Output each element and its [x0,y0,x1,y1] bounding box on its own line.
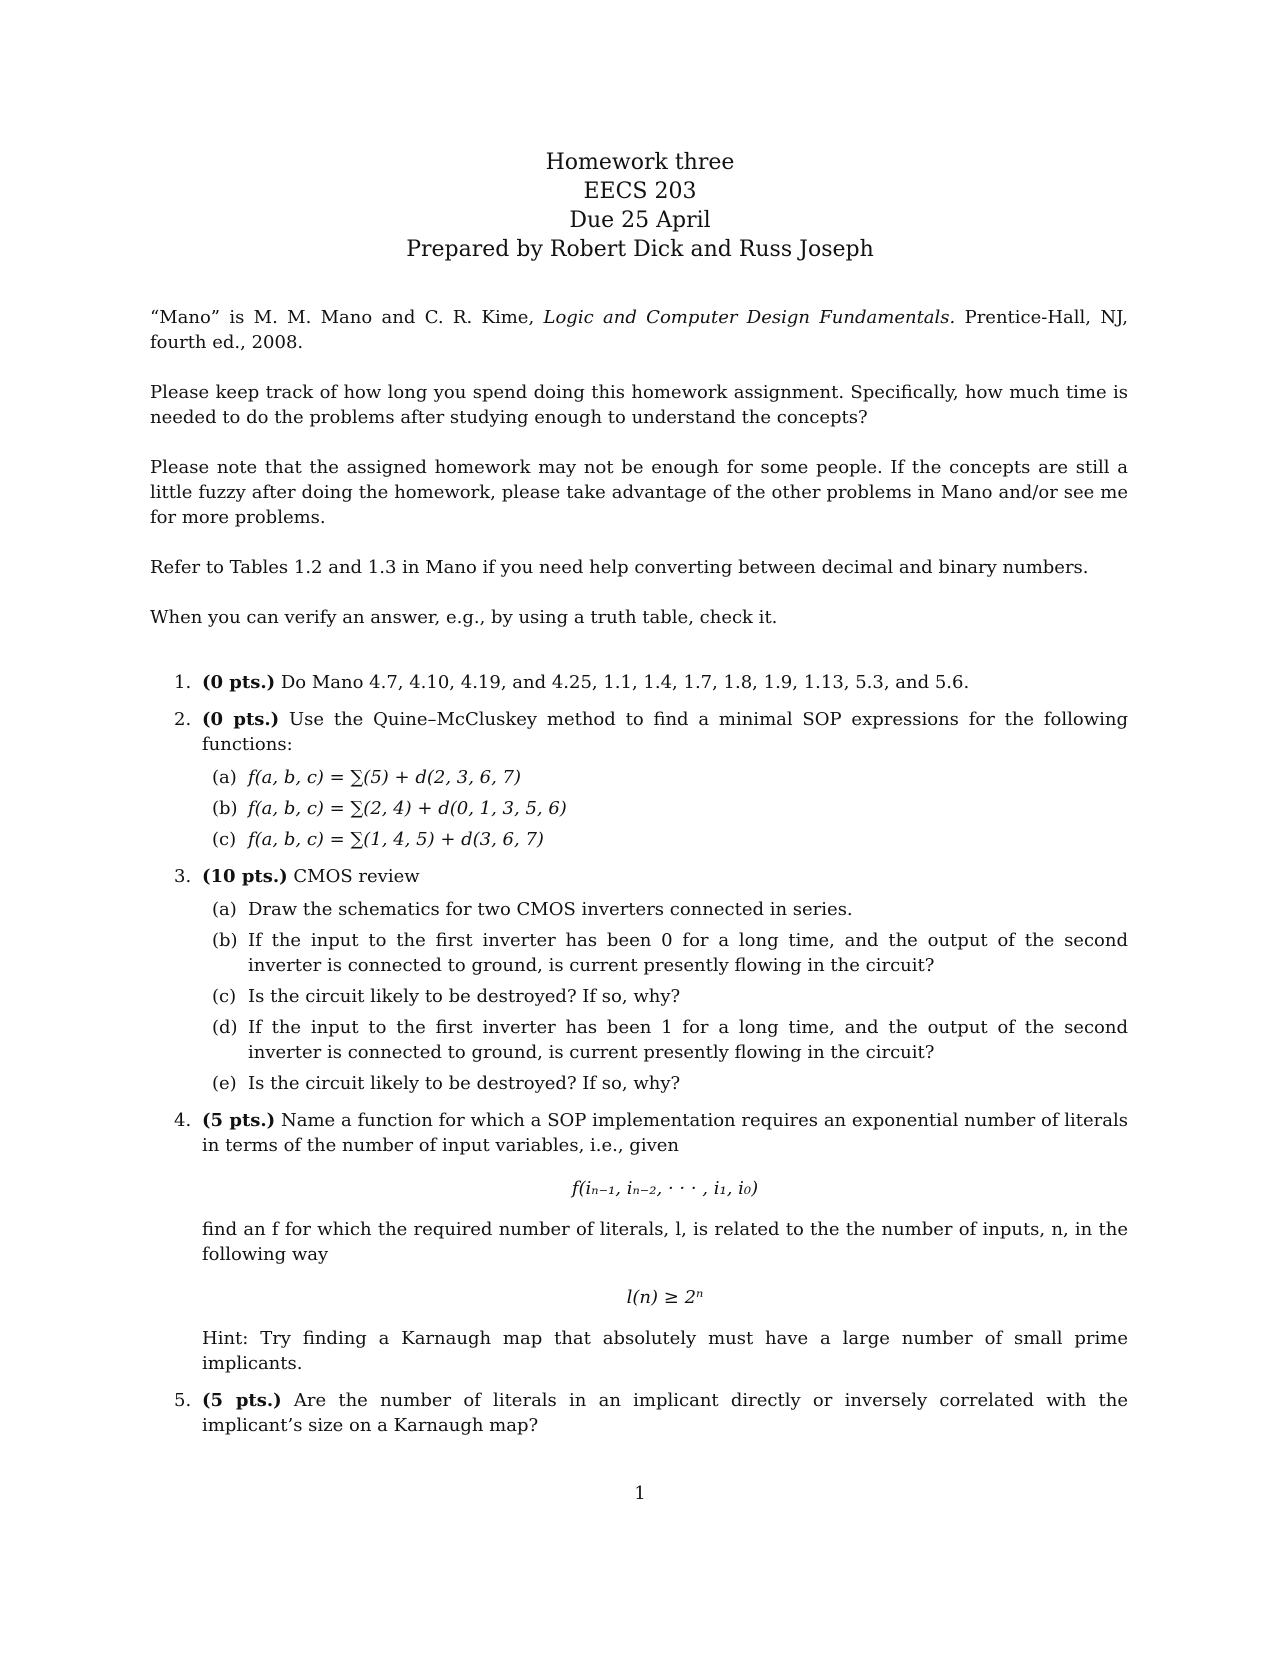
problem-number: 3. [174,866,192,887]
subproblem-label: (e) [212,1073,237,1094]
problem-number: 2. [174,709,192,730]
problem-mid-text: find an f for which the required number of literals, l, is related to the the number of inputs, n, in the following way [202,1219,1128,1265]
problem-text: Are the number of literals in an implicant directly or inversely correlated with the implicant’s size on a Karnaugh map? [202,1390,1128,1436]
subproblem-label: (c) [212,986,237,1007]
subproblem-label: (c) [212,829,237,850]
problem-points: (0 pts.) [202,709,280,730]
mano-reference [150,305,1128,355]
problem-number: 4. [174,1110,192,1131]
hint-text: Hint: Try finding a Karnaugh map that absolutely must have a large number of small prime implicants. [202,1328,1128,1374]
problem-points: (5 pts.) [202,1110,276,1131]
literal-bound-equation: l(n) ≥ 2ⁿ [626,1287,704,1308]
subproblem-label: (a) [212,767,237,788]
subproblem-label: (b) [212,798,238,819]
problem-points: (10 pts.) [202,866,288,887]
problem-number: 5. [174,1390,192,1411]
problem-4 [150,1108,1128,1376]
subproblem-d [202,1015,1128,1065]
problem-points: (5 pts.) [202,1390,282,1411]
subproblem-c [202,984,1128,1009]
problem-2 [150,707,1128,852]
page-number: 1 [634,1483,646,1504]
subproblem-text: If the input to the first inverter has been 0 for a long time, and the output of the second inverter is connected to ground, is current presently flowing in the circuit? [248,930,1128,976]
subproblem-label: (d) [212,1017,238,1038]
course-code: EECS 203 [583,179,697,204]
subproblem-c [202,827,1128,852]
subproblem-label: (b) [212,930,238,951]
subproblem-a [202,897,1128,922]
problem-text: Use the Quine–McCluskey method to find a minimal SOP expressions for the following functions: [202,709,1128,755]
problem-text: CMOS review [287,866,420,887]
subproblem-b [202,928,1128,978]
document-header [0,148,1280,264]
subproblem-a [202,765,1128,790]
mano-book-title: Logic and Computer Design Fundamentals. [543,307,956,328]
subproblem-label: (a) [212,899,237,920]
problem-3 [150,864,1128,1096]
function-expression: f(a, b, c) = ∑(2, 4) + d(0, 1, 3, 5, 6) [248,798,567,819]
problem-points: (0 pts.) [202,672,276,693]
subproblem-text: If the input to the first inverter has been 1 for a long time, and the output of the second inverter is connected to ground, is current presently flowing in the circuit? [248,1017,1128,1063]
subproblem-text: Draw the schematics for two CMOS inverters connected in series. [248,899,853,920]
subproblem-text: Is the circuit likely to be destroyed? If so, why? [248,986,681,1007]
authors: Prepared by Robert Dick and Russ Joseph [406,237,874,262]
subproblem-e [202,1071,1128,1096]
due-date: Due 25 April [569,208,711,233]
function-expression: f(a, b, c) = ∑(1, 4, 5) + d(3, 6, 7) [248,829,544,850]
subproblem-text: Is the circuit likely to be destroyed? If so, why? [248,1073,681,1094]
subproblem-list [202,765,1128,852]
note-paragraph: Please note that the assigned homework may not be enough for some people. If the concepts are still a little fuzzy after doing the homework, please take advantage of the other problems in Mano and/or see me for more problems. [150,457,1128,528]
function-expression: f(a, b, c) = ∑(5) + d(2, 3, 6, 7) [248,767,522,788]
problem-number: 1. [174,672,192,693]
refer-paragraph: Refer to Tables 1.2 and 1.3 in Mano if you need help converting between decimal and binary numbers. [150,557,1089,578]
subproblem-list [202,897,1128,1096]
problem-1 [150,670,1128,695]
verify-paragraph: When you can verify an answer, e.g., by using a truth table, check it. [150,607,778,628]
document-body [150,305,1128,1456]
homework-title: Homework three [545,150,735,175]
problem-text: Do Mano 4.7, 4.10, 4.19, and 4.25, 1.1, 1.4, 1.7, 1.8, 1.9, 1.13, 5.3, and 5.6. [275,672,970,693]
mano-reference-pre: “Mano” is M. M. Mano and C. R. Kime, [150,307,544,328]
subproblem-b [202,796,1128,821]
function-signature: f(iₙ₋₁, iₙ₋₂, · · · , i₁, i₀) [571,1178,759,1199]
problem-5 [150,1388,1128,1438]
track-time-paragraph: Please keep track of how long you spend doing this homework assignment. Specifically, how much time is needed to do the problems after studying enough to understand the concepts? [150,382,1128,428]
mano-reference-post: Prentice-Hall, NJ, fourth ed., 2008. [150,307,1128,353]
problem-text: Name a function for which a SOP implementation requires an exponential number of literals in terms of the number of input variables, i.e., given [202,1110,1128,1156]
problem-list [150,670,1128,1438]
